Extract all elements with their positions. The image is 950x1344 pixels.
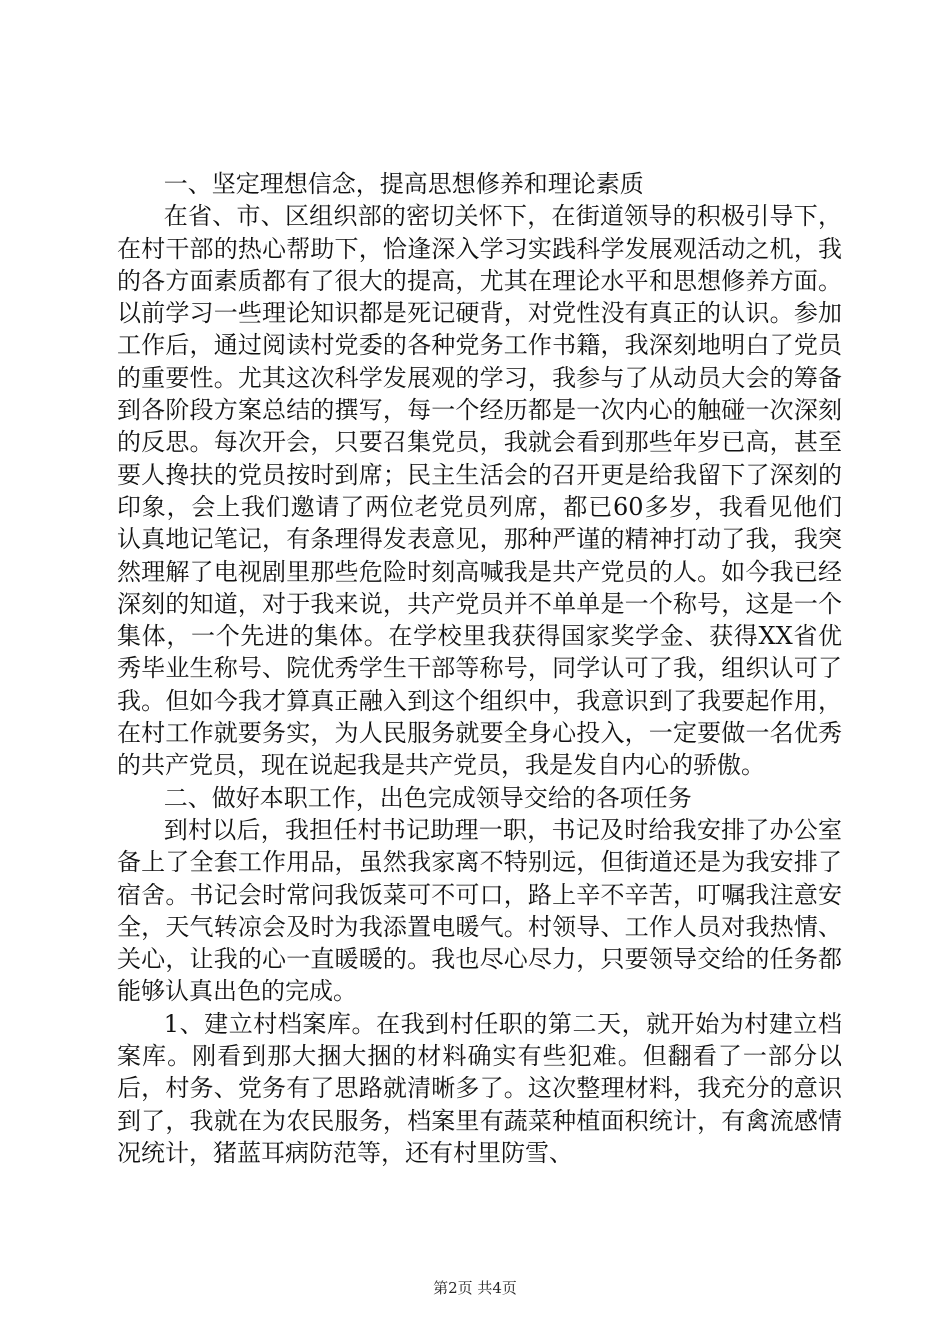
body-paragraph-2: 到村以后，我担任村书记助理一职，书记及时给我安排了办公室备上了全套工作用品，虽然我家离不特别远，但街道还是为我安排了宿舍。书记会时常问我饭菜可不可口，路上辛不辛苦，叮嘱我注意安全，天气转凉会及时为我添置电暖气。村领导、工作人员对我热情、关心，让我的心一直暖暖的。我也尽心尽力，只要领导交给的任务都能够认真出色的完成。: [117, 815, 842, 1006]
body-paragraph-1: 在省、市、区组织部的密切关怀下，在街道领导的积极引导下，在村干部的热心帮助下，恰逢深入学习实践科学发展观活动之机，我的各方面素质都有了很大的提高，尤其在理论水平和思想修养方面。以前学习一些理论知识都是死记硬背，对党性没有真正的认识。参加工作后，通过阅读村党委的各种党务工作书籍，我深刻地明白了党员的重要性。尤其这次科学发展观的学习，我参与了从动员大会的筹备到各阶段方案总结的撰写，每一个经历都是一次内心的触碰一次深刻的反思。每次开会，只要召集党员，我就会看到那些年岁已高，甚至要人搀扶的党员按时到席；民主生活会的召开更是给我留下了深刻的印象，会上我们邀请了两位老党员列席，都已60多岁，我看见他们认真地记笔记，有条理得发表意见，那种严谨的精神打动了我，我突然理解了电视剧里那些危险时刻高喊我是共产党员的人。如今我已经深刻的知道，对于我来说，共产党员并不单单是一个称号，这是一个集体，一个先进的集体。在学校里我获得国家奖学金、获得XX省优秀毕业生称号、院优秀学生干部等称号，同学认可了我，组织认可了我。但如今我才算真正融入到这个组织中，我意识到了我要起作用，在村工作就要务实，为人民服务就要全身心投入，一定要做一名优秀的共产党员，现在说起我是共产党员，我是发自内心的骄傲。: [117, 202, 842, 780]
section-heading-1: 一、坚定理想信念，提高思想修养和理论素质: [163, 170, 644, 198]
body-paragraph-3: 1、建立村档案库。在我到村任职的第二天，就开始为村建立档案库。刚看到那大捆大捆的材料确实有些犯难。但翻看了一部分以后，村务、党务有了思路就清晰多了。这次整理材料，我充分的意识到了，我就在为农民服务，档案里有蔬菜种植面积统计，有禽流感情况统计，猪蓝耳病防范等，还有村里防雪、: [117, 1009, 842, 1167]
page-indicator: 第2页 共4页: [433, 1279, 517, 1297]
document-body: [117, 168, 842, 1169]
page-footer: [0, 1277, 950, 1298]
section-heading-2: 二、做好本职工作，出色完成领导交给的各项任务: [163, 783, 692, 812]
